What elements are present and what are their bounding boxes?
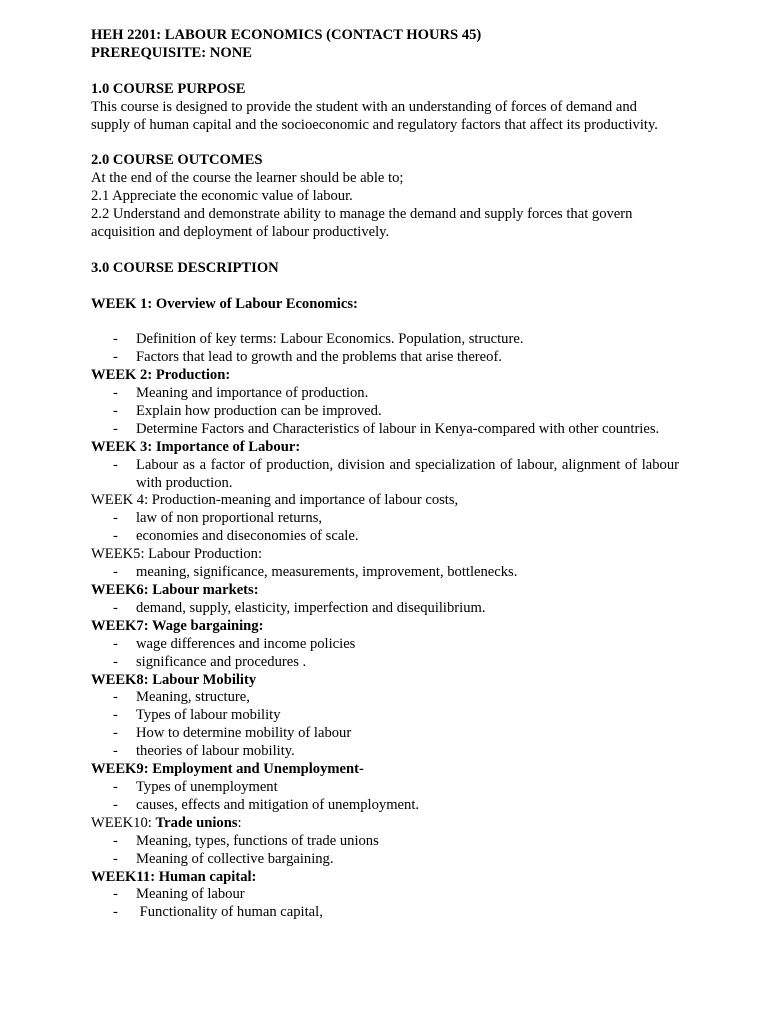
list-item: - meaning, significance, measurements, improvement, bottlenecks.: [113, 564, 518, 581]
spacer: [91, 278, 679, 296]
list-item: - How to determine mobility of labour: [113, 725, 352, 742]
list-item: - economies and diseconomies of scale.: [113, 528, 359, 545]
dash-bullet: -: [113, 402, 118, 419]
list-item: - significance and procedures .: [113, 653, 307, 670]
week-title: WEEK11: Human capital:: [91, 868, 257, 885]
purpose-text: This course is designed to provide the student with an understanding of forces of demand and supply of human capital and the socioeconomic and regulatory factors that affect its productivity.: [91, 98, 658, 133]
dash-bullet: -: [113, 653, 118, 670]
purpose-heading: 1.0 COURSE PURPOSE: [91, 80, 246, 97]
week-title: WEEK6: Labour markets:: [91, 582, 259, 599]
list-item: - Meaning of collective bargaining.: [113, 850, 334, 867]
dash-bullet: -: [113, 689, 118, 706]
week-title: WEEK 2: Production:: [91, 367, 231, 384]
list-item: - Meaning, structure,: [113, 689, 250, 706]
list-item: - causes, effects and mitigation of unemployment.: [113, 796, 420, 813]
week-title: WEEK7: Wage bargaining:: [91, 617, 264, 634]
dash-bullet: -: [113, 420, 118, 437]
dash-bullet: -: [113, 564, 118, 581]
spacer: [91, 63, 679, 81]
outcome-item: 2.1 Appreciate the economic value of labour.: [91, 188, 353, 205]
list-item: - wage differences and income policies: [113, 635, 356, 652]
outcome-item: 2.2 Understand and demonstrate ability to manage the demand and supply forces that govern acquisition and deployment of labour productively.: [91, 206, 633, 240]
dash-bullet: -: [113, 385, 118, 402]
week-title: WEEK5: Labour Production:: [91, 546, 263, 563]
list-item: - law of non proportional returns,: [113, 510, 323, 527]
week-title: WEEK 1: Overview of Labour Economics:: [91, 295, 358, 312]
list-item: - Functionality of human capital,: [113, 904, 323, 921]
dash-bullet: -: [113, 349, 118, 366]
dash-bullet: -: [113, 743, 118, 760]
list-item: - Factors that lead to growth and the problems that arise thereof.: [113, 349, 502, 366]
document-body: [91, 27, 679, 922]
dash-bullet: -: [113, 832, 118, 849]
dash-bullet: -: [113, 886, 118, 903]
dash-bullet: -: [113, 707, 118, 724]
list-item: - Types of labour mobility: [113, 707, 281, 724]
week-title: WEEK9: Employment and Unemployment-: [91, 761, 364, 778]
dash-bullet: -: [113, 850, 118, 867]
week-title: WEEK10: Trade unions:: [91, 814, 242, 831]
dash-bullet: -: [113, 904, 118, 921]
description-heading: 3.0 COURSE DESCRIPTION: [91, 259, 279, 276]
dash-bullet: -: [113, 599, 118, 616]
course-title: HEH 2201: LABOUR ECONOMICS (CONTACT HOURS 45): [91, 27, 482, 43]
week-title: WEEK8: Labour Mobility: [91, 671, 257, 688]
dash-bullet: -: [113, 796, 118, 813]
outcomes-intro: At the end of the course the learner should be able to;: [91, 170, 404, 187]
dash-bullet: -: [113, 778, 118, 795]
list-item: - Meaning and importance of production.: [113, 385, 369, 402]
list-item: - Explain how production can be improved.: [113, 402, 382, 419]
outcomes-heading: 2.0 COURSE OUTCOMES: [91, 152, 263, 169]
dash-bullet: -: [113, 635, 118, 652]
list-item: - demand, supply, elasticity, imperfection and disequilibrium.: [113, 599, 486, 616]
spacer: [91, 134, 679, 152]
dash-bullet: -: [113, 528, 118, 545]
list-item: - Meaning of labour: [113, 886, 245, 903]
dash-bullet: -: [113, 510, 118, 527]
prerequisite: PREREQUISITE: NONE: [91, 44, 252, 61]
spacer: [91, 313, 679, 331]
list-item: - Labour as a factor of production, division and specialization of labour, alignment of labour with production.: [113, 456, 679, 491]
dash-bullet: -: [113, 456, 118, 473]
spacer: [91, 242, 679, 260]
week-title: WEEK 3: Importance of Labour:: [91, 438, 301, 455]
week-title: WEEK 4: Production-meaning and importance of labour costs,: [91, 492, 459, 509]
list-item: - theories of labour mobility.: [113, 743, 295, 760]
list-item: - Definition of key terms: Labour Economics. Population, structure.: [113, 331, 524, 348]
list-item: - Meaning, types, functions of trade unions: [113, 832, 379, 849]
list-item: - Determine Factors and Characteristics of labour in Kenya-compared with other countries.: [113, 420, 660, 437]
dash-bullet: -: [113, 725, 118, 742]
dash-bullet: -: [113, 331, 118, 348]
list-item: - Types of unemployment: [113, 778, 278, 795]
